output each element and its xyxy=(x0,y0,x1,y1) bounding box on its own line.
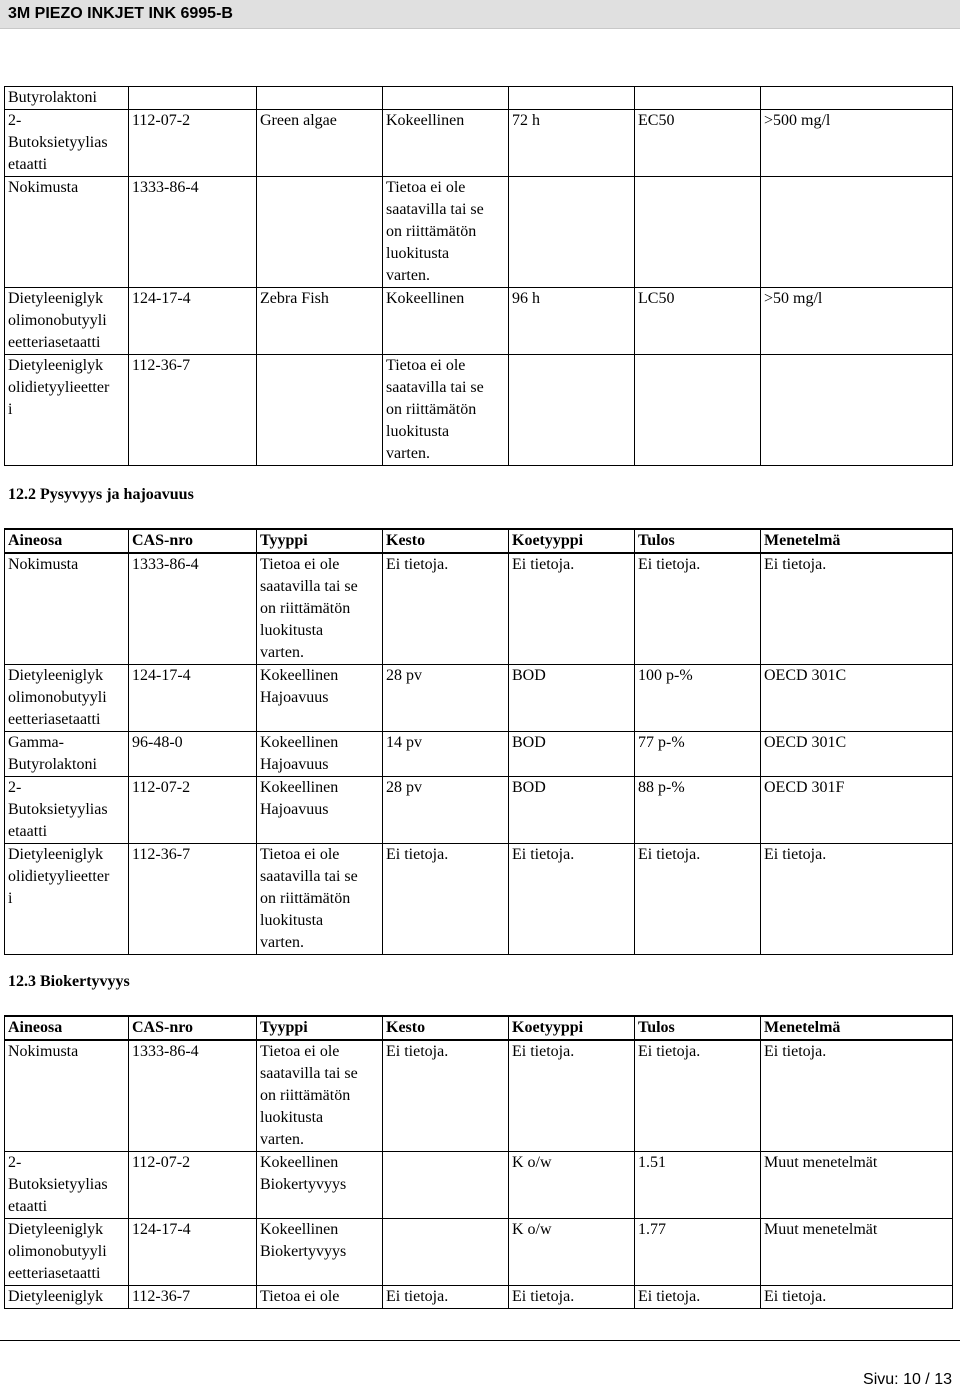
cell-aineosa: Dietyleeniglyk olimonobutyyli eetteriasetaatti xyxy=(5,665,129,732)
cell-koetyyppi: Ei tietoja. xyxy=(509,1286,635,1309)
cell-organismi: Green algae xyxy=(257,110,383,177)
document-title: 3M PIEZO INKJET INK 6995-B xyxy=(8,5,233,22)
cell-aineosa: Dietyleeniglyk olimonobutyyli eetteriasetaatti xyxy=(5,288,129,355)
cell-kesto: 72 h xyxy=(509,110,635,177)
cell-organismi xyxy=(257,355,383,466)
persistence-table xyxy=(4,528,953,955)
cell-kesto xyxy=(383,1219,509,1286)
cell-arvo xyxy=(761,87,953,110)
column-header: CAS-nro xyxy=(129,529,257,553)
cell-menetelma: Ei tietoja. xyxy=(761,844,953,955)
cell-cas: 124-17-4 xyxy=(129,1219,257,1286)
cell-tulos: Ei tietoja. xyxy=(635,844,761,955)
cell-aineosa: 2- Butoksietyylias etaatti xyxy=(5,777,129,844)
table-row xyxy=(5,1152,953,1219)
cell-menetelma: Muut menetelmät xyxy=(761,1219,953,1286)
table-row xyxy=(5,288,953,355)
column-header: Koetyyppi xyxy=(509,529,635,553)
cell-tyyppi: Tietoa ei ole saatavilla tai se on riittämätön luokitusta varten. xyxy=(383,355,509,466)
cell-kesto: Ei tietoja. xyxy=(383,1040,509,1152)
cell-koetyyppi: BOD xyxy=(509,732,635,777)
table-row xyxy=(5,1219,953,1286)
cell-kesto: 14 pv xyxy=(383,732,509,777)
cell-kesto: 28 pv xyxy=(383,665,509,732)
cell-kesto: 96 h xyxy=(509,288,635,355)
column-header: Tulos xyxy=(635,529,761,553)
cell-organismi xyxy=(257,177,383,288)
cell-cas: 112-36-7 xyxy=(129,844,257,955)
cell-menetelma: Ei tietoja. xyxy=(761,1286,953,1309)
column-header: Aineosa xyxy=(5,1016,129,1040)
column-header: Tulos xyxy=(635,1016,761,1040)
cell-tulos xyxy=(635,355,761,466)
cell-kesto: Ei tietoja. xyxy=(383,553,509,665)
table-row xyxy=(5,1286,953,1309)
cell-tyyppi: Tietoa ei ole saatavilla tai se on riittämätön luokitusta varten. xyxy=(257,553,383,665)
cell-aineosa: Butyrolaktoni xyxy=(5,87,129,110)
cell-tulos: Ei tietoja. xyxy=(635,1286,761,1309)
cell-cas: 124-17-4 xyxy=(129,665,257,732)
column-header: Kesto xyxy=(383,1016,509,1040)
cell-tyyppi: Tietoa ei ole xyxy=(257,1286,383,1309)
cell-arvo xyxy=(761,177,953,288)
cell-kesto xyxy=(509,87,635,110)
cell-koetyyppi: Ei tietoja. xyxy=(509,844,635,955)
cell-tulos: 77 p-% xyxy=(635,732,761,777)
cell-koetyyppi: Ei tietoja. xyxy=(509,553,635,665)
table-row xyxy=(5,110,953,177)
cell-aineosa: 2- Butoksietyylias etaatti xyxy=(5,1152,129,1219)
cell-menetelma: OECD 301C xyxy=(761,665,953,732)
cell-cas: 1333-86-4 xyxy=(129,1040,257,1152)
cell-tulos xyxy=(635,177,761,288)
cell-tulos: LC50 xyxy=(635,288,761,355)
table-row xyxy=(5,553,953,665)
table-row xyxy=(5,177,953,288)
cell-arvo: >500 mg/l xyxy=(761,110,953,177)
cell-aineosa: Dietyleeniglyk olimonobutyyli eetteriasetaatti xyxy=(5,1219,129,1286)
table-header-row xyxy=(5,529,953,553)
table-row xyxy=(5,844,953,955)
cell-menetelma: Muut menetelmät xyxy=(761,1152,953,1219)
column-header: Kesto xyxy=(383,529,509,553)
table-row xyxy=(5,355,953,466)
cell-tyyppi xyxy=(383,87,509,110)
cell-kesto: 28 pv xyxy=(383,777,509,844)
cell-tulos: Ei tietoja. xyxy=(635,553,761,665)
cell-aineosa: Dietyleeniglyk xyxy=(5,1286,129,1309)
cell-cas: 112-36-7 xyxy=(129,1286,257,1309)
cell-menetelma: OECD 301C xyxy=(761,732,953,777)
cell-cas: 124-17-4 xyxy=(129,288,257,355)
cell-tulos xyxy=(635,87,761,110)
cell-aineosa: Dietyleeniglyk olidietyylieetter i xyxy=(5,355,129,466)
table-row xyxy=(5,732,953,777)
cell-tyyppi: Kokeellinen Hajoavuus xyxy=(257,665,383,732)
column-header: Menetelmä xyxy=(761,1016,953,1040)
cell-tulos: 100 p-% xyxy=(635,665,761,732)
cell-tyyppi: Kokeellinen xyxy=(383,110,509,177)
cell-koetyyppi: Ei tietoja. xyxy=(509,1040,635,1152)
cell-tyyppi: Tietoa ei ole saatavilla tai se on riittämätön luokitusta varten. xyxy=(257,844,383,955)
column-header: CAS-nro xyxy=(129,1016,257,1040)
cell-cas: 1333-86-4 xyxy=(129,553,257,665)
column-header: Tyyppi xyxy=(257,1016,383,1040)
cell-aineosa: Gamma- Butyrolaktoni xyxy=(5,732,129,777)
cell-tyyppi: Kokeellinen Hajoavuus xyxy=(257,777,383,844)
cell-tyyppi: Tietoa ei ole saatavilla tai se on riittämätön luokitusta varten. xyxy=(257,1040,383,1152)
cell-aineosa: 2- Butoksietyylias etaatti xyxy=(5,110,129,177)
table-header-row xyxy=(5,1016,953,1040)
document-header xyxy=(0,0,960,29)
cell-organismi xyxy=(257,87,383,110)
table-row xyxy=(5,87,953,110)
cell-koetyyppi: K o/w xyxy=(509,1219,635,1286)
cell-tyyppi: Kokeellinen xyxy=(383,288,509,355)
cell-cas: 112-07-2 xyxy=(129,777,257,844)
cell-arvo: >50 mg/l xyxy=(761,288,953,355)
toxicity-table xyxy=(4,86,953,466)
section-title-12-2: 12.2 Pysyvyys ja hajoavuus xyxy=(8,486,194,503)
cell-koetyyppi: K o/w xyxy=(509,1152,635,1219)
table-row xyxy=(5,777,953,844)
cell-tyyppi: Kokeellinen Hajoavuus xyxy=(257,732,383,777)
cell-tulos: Ei tietoja. xyxy=(635,1040,761,1152)
cell-kesto xyxy=(509,355,635,466)
cell-tulos: 1.51 xyxy=(635,1152,761,1219)
cell-menetelma: OECD 301F xyxy=(761,777,953,844)
cell-cas: 112-07-2 xyxy=(129,1152,257,1219)
cell-tyyppi: Kokeellinen Biokertyvyys xyxy=(257,1219,383,1286)
cell-arvo xyxy=(761,355,953,466)
cell-cas: 112-36-7 xyxy=(129,355,257,466)
cell-tyyppi: Kokeellinen Biokertyvyys xyxy=(257,1152,383,1219)
cell-tulos: EC50 xyxy=(635,110,761,177)
page-number: Sivu: 10 / 13 xyxy=(863,1371,952,1388)
column-header: Aineosa xyxy=(5,529,129,553)
cell-kesto: Ei tietoja. xyxy=(383,1286,509,1309)
cell-tulos: 88 p-% xyxy=(635,777,761,844)
cell-cas: 96-48-0 xyxy=(129,732,257,777)
cell-aineosa: Nokimusta xyxy=(5,1040,129,1152)
table-row xyxy=(5,665,953,732)
cell-organismi: Zebra Fish xyxy=(257,288,383,355)
column-header: Tyyppi xyxy=(257,529,383,553)
cell-menetelma: Ei tietoja. xyxy=(761,553,953,665)
cell-cas: 112-07-2 xyxy=(129,110,257,177)
cell-tyyppi: Tietoa ei ole saatavilla tai se on riittämätön luokitusta varten. xyxy=(383,177,509,288)
footer-divider xyxy=(0,1340,960,1341)
cell-koetyyppi: BOD xyxy=(509,665,635,732)
column-header: Menetelmä xyxy=(761,529,953,553)
cell-kesto xyxy=(383,1152,509,1219)
cell-cas: 1333-86-4 xyxy=(129,177,257,288)
column-header: Koetyyppi xyxy=(509,1016,635,1040)
bioaccumulation-table xyxy=(4,1015,953,1309)
cell-cas xyxy=(129,87,257,110)
cell-tulos: 1.77 xyxy=(635,1219,761,1286)
cell-aineosa: Nokimusta xyxy=(5,553,129,665)
cell-koetyyppi: BOD xyxy=(509,777,635,844)
section-title-12-3: 12.3 Biokertyvyys xyxy=(8,973,130,990)
cell-aineosa: Dietyleeniglyk olidietyylieetter i xyxy=(5,844,129,955)
table-row xyxy=(5,1040,953,1152)
cell-menetelma: Ei tietoja. xyxy=(761,1040,953,1152)
cell-kesto: Ei tietoja. xyxy=(383,844,509,955)
cell-kesto xyxy=(509,177,635,288)
cell-aineosa: Nokimusta xyxy=(5,177,129,288)
